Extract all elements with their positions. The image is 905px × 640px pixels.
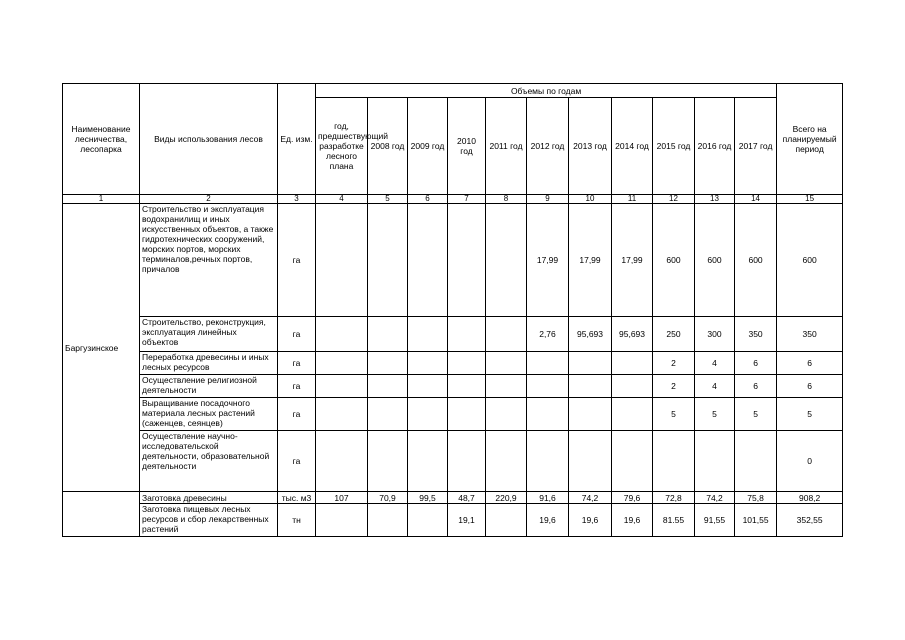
- table-row: [63, 492, 843, 504]
- column-number: 15: [777, 195, 843, 204]
- total-cell: 350: [777, 317, 843, 352]
- column-number: 11: [612, 195, 653, 204]
- value-cell: 95,693: [569, 317, 612, 352]
- value-cell: 74,2: [569, 492, 612, 504]
- table-row: [63, 317, 843, 352]
- value-cell: [569, 398, 612, 431]
- usage-cell: Выращивание посадочного материала лесных растений (саженцев, сеянцев): [140, 398, 278, 431]
- value-cell: [368, 204, 408, 317]
- column-number: 3: [278, 195, 316, 204]
- column-number: 8: [486, 195, 527, 204]
- value-cell: 6: [735, 352, 777, 375]
- unit-cell: га: [278, 204, 316, 317]
- col-header-total: Всего на планируемый период: [777, 84, 843, 195]
- value-cell: [486, 317, 527, 352]
- year-header: 2012 год: [527, 98, 569, 195]
- column-number: 9: [527, 195, 569, 204]
- value-cell: 600: [653, 204, 695, 317]
- year-header: 2015 год: [653, 98, 695, 195]
- value-cell: 19,6: [527, 504, 569, 537]
- year-header: 2008 год: [368, 98, 408, 195]
- year-header: 2009 год: [408, 98, 448, 195]
- value-cell: [527, 352, 569, 375]
- column-number: 2: [140, 195, 278, 204]
- value-cell: [368, 317, 408, 352]
- value-cell: [408, 204, 448, 317]
- value-cell: 5: [653, 398, 695, 431]
- value-cell: [486, 352, 527, 375]
- value-cell: 91,6: [527, 492, 569, 504]
- value-cell: [316, 431, 368, 492]
- value-cell: [368, 352, 408, 375]
- value-cell: [448, 375, 486, 398]
- value-cell: 99,5: [408, 492, 448, 504]
- total-cell: 352,55: [777, 504, 843, 537]
- value-cell: [368, 375, 408, 398]
- value-cell: 101,55: [735, 504, 777, 537]
- column-number: 10: [569, 195, 612, 204]
- value-cell: 4: [695, 352, 735, 375]
- value-cell: 19,1: [448, 504, 486, 537]
- value-cell: [486, 375, 527, 398]
- value-cell: 72,8: [653, 492, 695, 504]
- unit-cell: га: [278, 375, 316, 398]
- value-cell: [612, 375, 653, 398]
- column-number: 4: [316, 195, 368, 204]
- value-cell: 6: [735, 375, 777, 398]
- col-header-usage: Виды использования лесов: [140, 84, 278, 195]
- usage-cell: Переработка древесины и иных лесных ресурсов: [140, 352, 278, 375]
- usage-cell: Заготовка пищевых лесных ресурсов и сбор лекарственных растений: [140, 504, 278, 537]
- value-cell: 600: [735, 204, 777, 317]
- column-number: 1: [63, 195, 140, 204]
- value-cell: [653, 431, 695, 492]
- usage-cell: Строительство и эксплуатация водохранилищ и иных искусственных объектов, а также гидротехнических сооружений, морских портов, морских терминалов,речных портов, причалов: [140, 204, 278, 317]
- column-number-row: [63, 195, 843, 204]
- value-cell: [612, 352, 653, 375]
- value-cell: [448, 317, 486, 352]
- value-cell: 48,7: [448, 492, 486, 504]
- table-row: [63, 204, 843, 317]
- value-cell: 19,6: [569, 504, 612, 537]
- col-header-volumes: Объемы по годам: [316, 84, 777, 98]
- value-cell: 600: [695, 204, 735, 317]
- total-cell: 6: [777, 352, 843, 375]
- forestry-name-cell-empty: [63, 492, 140, 537]
- value-cell: [408, 375, 448, 398]
- total-cell: 5: [777, 398, 843, 431]
- value-cell: [368, 398, 408, 431]
- column-number: 6: [408, 195, 448, 204]
- value-cell: [735, 431, 777, 492]
- forestry-name-cell: Баргузинское: [63, 204, 140, 492]
- year-header: 2016 год: [695, 98, 735, 195]
- value-cell: 2,76: [527, 317, 569, 352]
- year-header: 2014 год: [612, 98, 653, 195]
- value-cell: 250: [653, 317, 695, 352]
- total-cell: 0: [777, 431, 843, 492]
- unit-cell: тн: [278, 504, 316, 537]
- value-cell: [612, 431, 653, 492]
- value-cell: 95,693: [612, 317, 653, 352]
- year-header: 2013 год: [569, 98, 612, 195]
- value-cell: 17,99: [527, 204, 569, 317]
- table-row: [63, 431, 843, 492]
- value-cell: 300: [695, 317, 735, 352]
- value-cell: 19,6: [612, 504, 653, 537]
- year-header: 2010 год: [448, 98, 486, 195]
- value-cell: 17,99: [569, 204, 612, 317]
- value-cell: [448, 431, 486, 492]
- value-cell: [368, 431, 408, 492]
- value-cell: [695, 431, 735, 492]
- unit-cell: га: [278, 398, 316, 431]
- value-cell: [316, 398, 368, 431]
- value-cell: 350: [735, 317, 777, 352]
- value-cell: [448, 204, 486, 317]
- usage-cell: Заготовка древесины: [140, 492, 278, 504]
- forest-usage-table: [62, 83, 843, 537]
- value-cell: 81.55: [653, 504, 695, 537]
- table-row: [63, 504, 843, 537]
- usage-cell: Осуществление научно-исследовательской деятельности, образовательной деятельности: [140, 431, 278, 492]
- value-cell: 220,9: [486, 492, 527, 504]
- value-cell: 17,99: [612, 204, 653, 317]
- value-cell: 75,8: [735, 492, 777, 504]
- value-cell: [527, 375, 569, 398]
- total-cell: 908,2: [777, 492, 843, 504]
- value-cell: [448, 398, 486, 431]
- value-cell: [316, 352, 368, 375]
- value-cell: [408, 504, 448, 537]
- col-header-forestry: Наименование лесничества, лесопарка: [63, 84, 140, 195]
- value-cell: [316, 204, 368, 317]
- value-cell: [316, 375, 368, 398]
- value-cell: 107: [316, 492, 368, 504]
- value-cell: 4: [695, 375, 735, 398]
- unit-cell: га: [278, 317, 316, 352]
- value-cell: 5: [695, 398, 735, 431]
- value-cell: [527, 431, 569, 492]
- total-cell: 600: [777, 204, 843, 317]
- value-cell: [408, 317, 448, 352]
- usage-cell: Осуществление религиозной деятельности: [140, 375, 278, 398]
- unit-cell: га: [278, 431, 316, 492]
- column-number: 14: [735, 195, 777, 204]
- value-cell: [569, 375, 612, 398]
- value-cell: [569, 352, 612, 375]
- table-row: [63, 375, 843, 398]
- value-cell: 70,9: [368, 492, 408, 504]
- value-cell: [368, 504, 408, 537]
- total-cell: 6: [777, 375, 843, 398]
- col-header-unit: Ед. изм.: [278, 84, 316, 195]
- value-cell: 2: [653, 352, 695, 375]
- column-number: 5: [368, 195, 408, 204]
- value-cell: [408, 398, 448, 431]
- value-cell: [486, 398, 527, 431]
- value-cell: 5: [735, 398, 777, 431]
- value-cell: [408, 352, 448, 375]
- column-number: 7: [448, 195, 486, 204]
- value-cell: 74,2: [695, 492, 735, 504]
- year-header: 2017 год: [735, 98, 777, 195]
- value-cell: [448, 352, 486, 375]
- value-cell: [408, 431, 448, 492]
- table-row: [63, 352, 843, 375]
- unit-cell: га: [278, 352, 316, 375]
- unit-cell: тыс. м3: [278, 492, 316, 504]
- value-cell: 79,6: [612, 492, 653, 504]
- value-cell: [486, 204, 527, 317]
- header-row-1: [63, 84, 843, 98]
- value-cell: [316, 317, 368, 352]
- value-cell: [569, 431, 612, 492]
- value-cell: [486, 504, 527, 537]
- table-row: [63, 398, 843, 431]
- column-number: 13: [695, 195, 735, 204]
- value-cell: [486, 431, 527, 492]
- value-cell: [612, 398, 653, 431]
- value-cell: 2: [653, 375, 695, 398]
- column-number: 12: [653, 195, 695, 204]
- value-cell: [316, 504, 368, 537]
- usage-cell: Строительство, реконструкция, эксплуатация линейных объектов: [140, 317, 278, 352]
- year-header: год, предшествующий разработке лесного плана: [316, 98, 368, 195]
- value-cell: 91,55: [695, 504, 735, 537]
- year-header: 2011 год: [486, 98, 527, 195]
- value-cell: [527, 398, 569, 431]
